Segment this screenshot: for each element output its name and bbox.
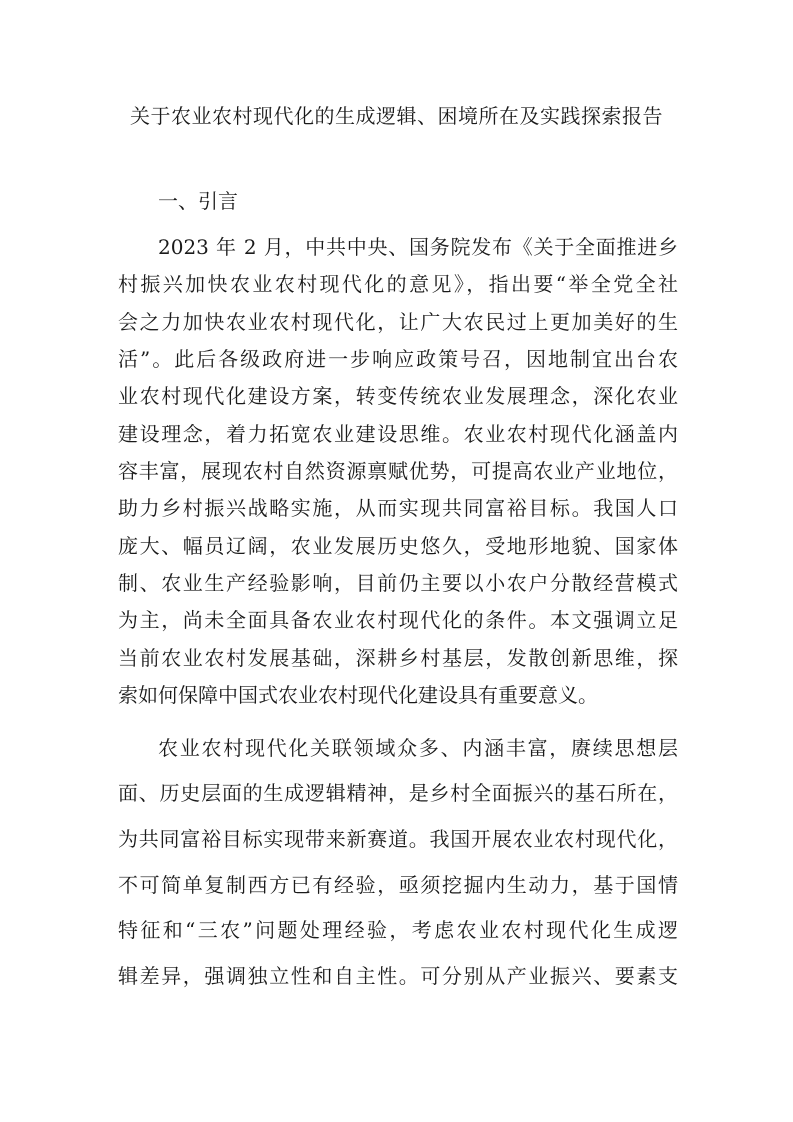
paragraph-1-line-5: 业农村现代化建设方案，转变传统农业发展理念，深化农业 (118, 384, 678, 408)
paragraph-1-line-1: 2023 年 2 月，中共中央、国务院发布《关于全面推进乡 (158, 235, 678, 259)
paragraph-1-line-3: 会之力加快农业农村现代化，让广大农民过上更加美好的生 (118, 310, 678, 334)
paragraph-1-line-11: 为主，尚未全面具备农业农村现代化的条件。本文强调立足 (118, 608, 678, 632)
paragraph-2-line-5: 特征和“三农”问题处理经验，考虑农业农村现代化生成逻 (118, 918, 678, 942)
paragraph-1-line-13: 索如何保障中国式农业农村现代化建设具有重要意义。 (118, 683, 598, 707)
paragraph-1-line-9: 庞大、幅员辽阔，农业发展历史悠久，受地形地貌、国家体 (118, 534, 678, 558)
paragraph-2-line-4: 不可简单复制西方已有经验，亟须挖掘内生动力，基于国情 (118, 873, 678, 897)
paragraph-2-line-3: 为共同富裕目标实现带来新赛道。我国开展农业农村现代化， (118, 827, 678, 851)
paragraph-1-line-10: 制、农业生产经验影响，目前仍主要以小农户分散经营模式 (118, 571, 678, 595)
paragraph-1-line-4: 活”。此后各级政府进一步响应政策号召，因地制宜出台农 (118, 347, 678, 371)
document-title: 关于农业农村现代化的生成逻辑、困境所在及实践探索报告 (130, 104, 663, 128)
paragraph-2-line-6: 辑差异，强调独立性和自主性。可分别从产业振兴、要素支 (118, 964, 678, 988)
paragraph-1-line-8: 助力乡村振兴战略实施，从而实现共同富裕目标。我国人口 (118, 496, 678, 520)
paragraph-2-line-2: 面、历史层面的生成逻辑精神，是乡村全面振兴的基石所在， (118, 781, 678, 805)
section-heading: 一、引言 (158, 189, 238, 213)
paragraph-1-line-7: 容丰富，展现农村自然资源禀赋优势，可提高农业产业地位， (118, 459, 678, 483)
paragraph-1-line-2: 村振兴加快农业农村现代化的意见》，指出要“举全党全社 (118, 272, 678, 296)
paragraph-2-line-1: 农业农村现代化关联领域众多、内涵丰富，赓续思想层 (158, 736, 678, 760)
paragraph-1-line-6: 建设理念，着力拓宽农业建设思维。农业农村现代化涵盖内 (118, 422, 678, 446)
paragraph-1-line-12: 当前农业农村发展基础，深耕乡村基层，发散创新思维，探 (118, 646, 678, 670)
